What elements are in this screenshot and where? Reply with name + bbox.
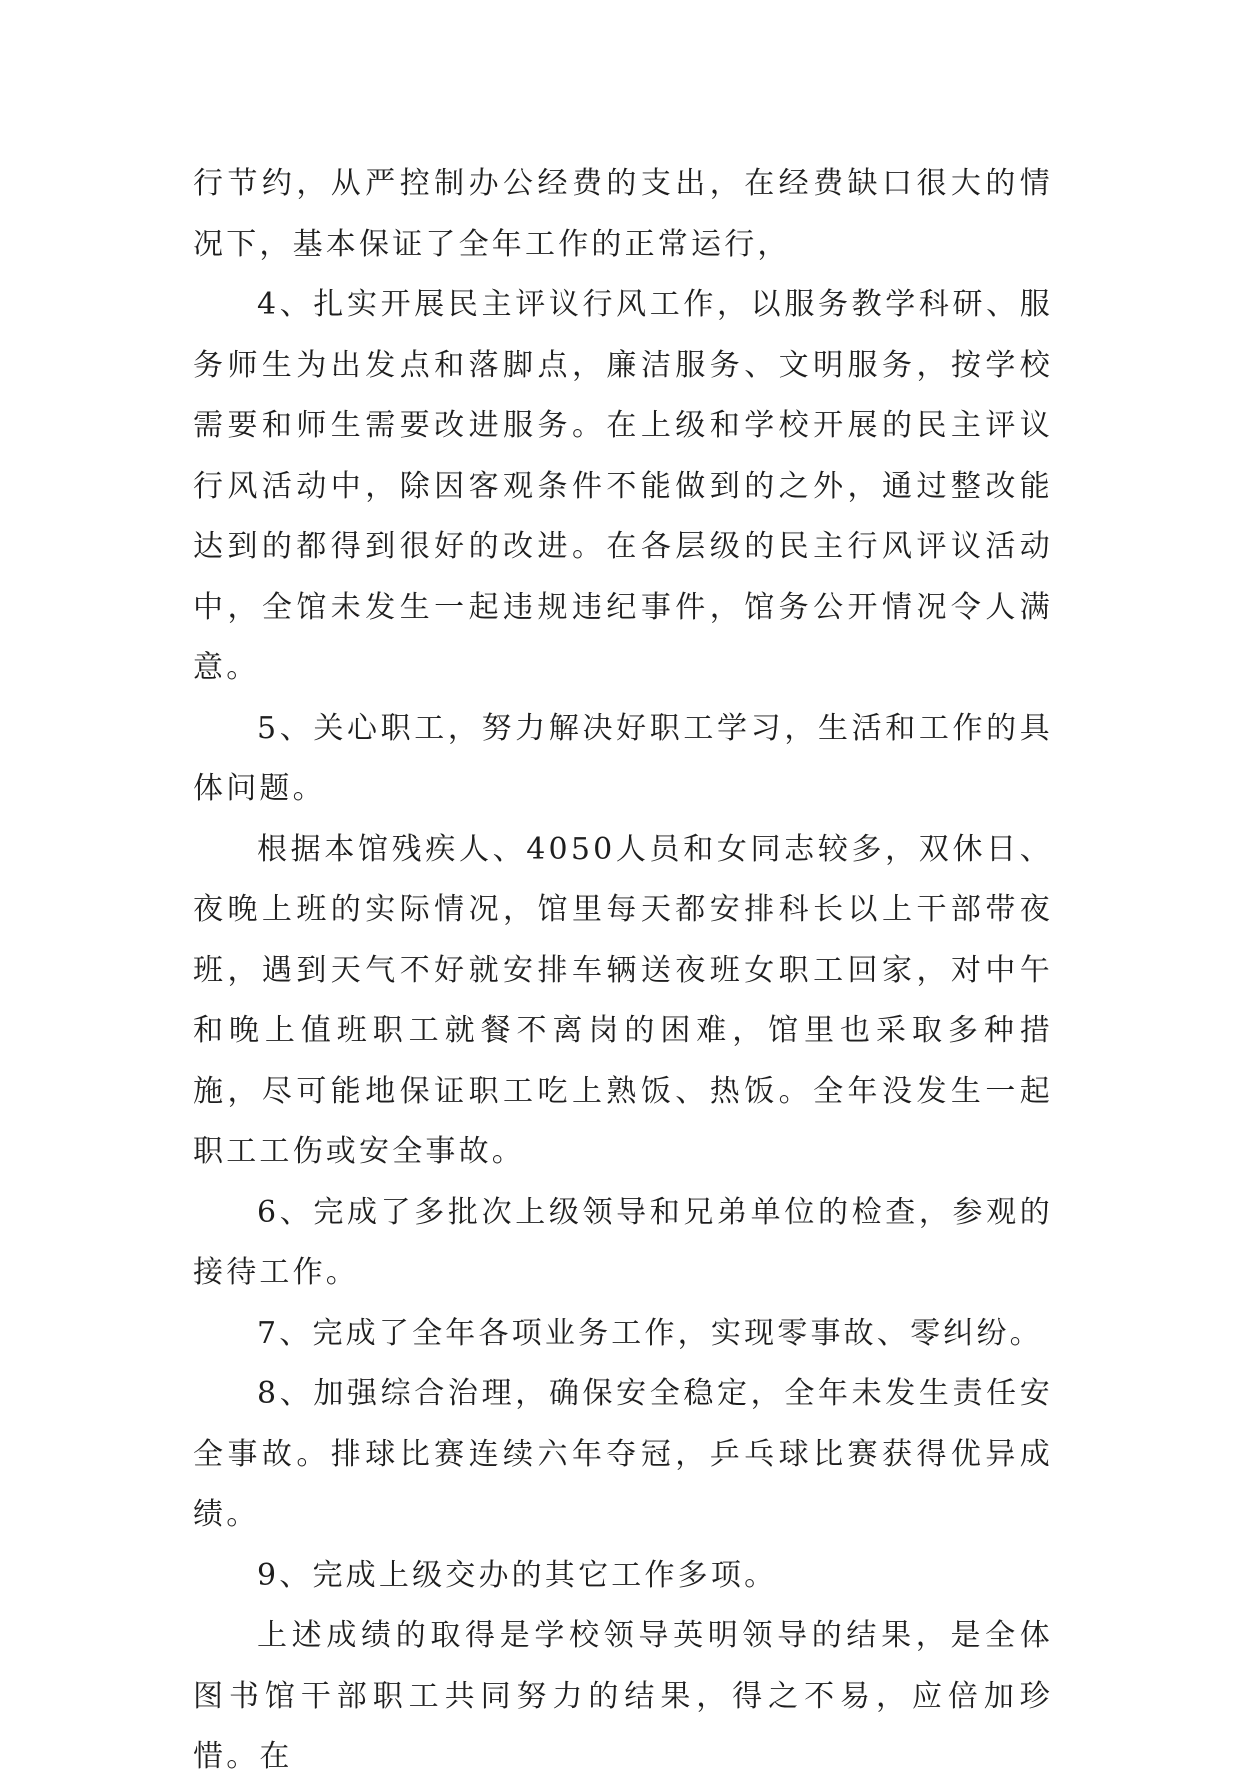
paragraph: 6、完成了多批次上级领导和兄弟单位的检查，参观的接待工作。 [193,1194,1053,1290]
document-page [193,154,1053,1788]
paragraph: 4、扎实开展民主评议行风工作，以服务教学科研、服务师生为出发点和落脚点，廉洁服务、文明服务，按学校需要和师生需要改进服务。在上级和学校开展的民主评议行风活动中，除因客观条件不能做到的之外，通过整改能达到的都得到很好的改进。在各层级的民主行风评议活动中，全馆未发生一起违规违纪事件，馆务公开情况令人满意。 [193,287,1053,685]
paragraph: 8、加强综合治理，确保安全稳定，全年未发生责任安全事故。排球比赛连续六年夺冠，乒乓球比赛获得优异成绩。 [193,1376,1053,1532]
paragraph: 根据本馆残疾人、4050人员和女同志较多，双休日、夜晚上班的实际情况，馆里每天都安排科长以上干部带夜班，遇到天气不好就安排车辆送夜班女职工回家，对中午和晚上值班职工就餐不离岗的困难，馆里也采取多种措施，尽可能地保证职工吃上熟饭、热饭。全年没发生一起职工工伤或安全事故。 [193,831,1053,1169]
paragraph: 9、完成上级交办的其它工作多项。 [257,1557,778,1593]
paragraph: 7、完成了全年各项业务工作，实现零事故、零纠纷。 [257,1315,1043,1351]
paragraph: 行节约，从严控制办公经费的支出，在经费缺口很大的情况下，基本保证了全年工作的正常运行， [193,166,1053,262]
paragraph: 上述成绩的取得是学校领导英明领导的结果，是全体图书馆干部职工共同努力的结果，得之不易，应倍加珍惜。在 [193,1618,1053,1774]
paragraph: 5、关心职工，努力解决好职工学习，生活和工作的具体问题。 [193,710,1053,806]
